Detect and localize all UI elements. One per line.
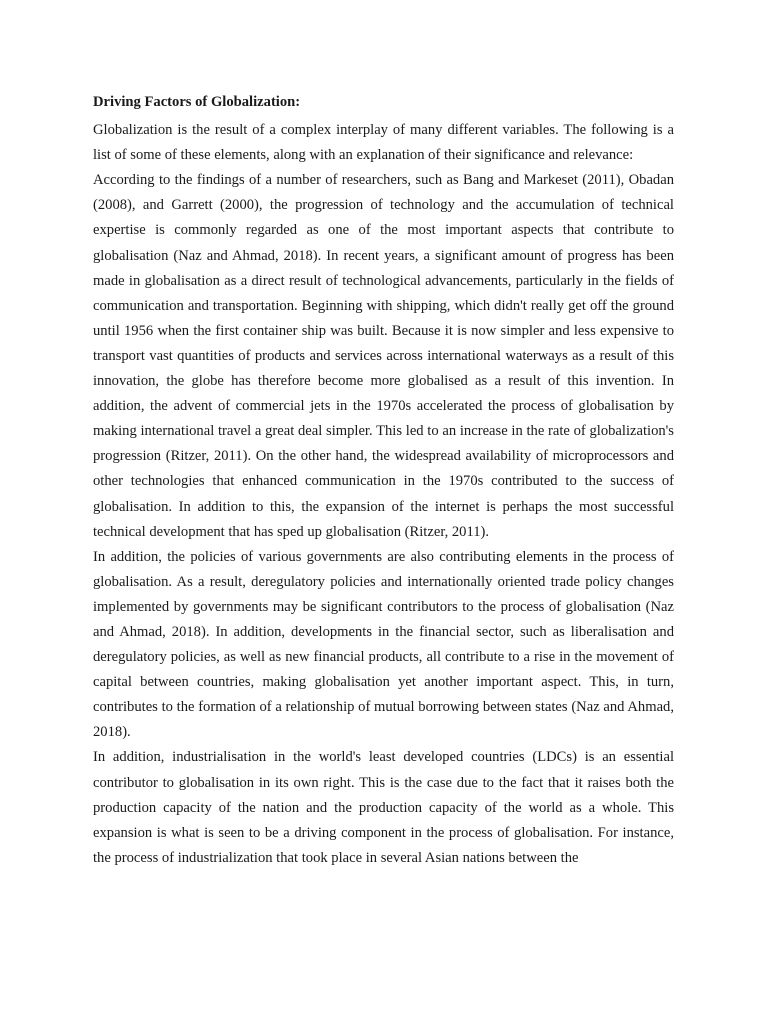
- document-body: [93, 90, 674, 871]
- section-heading: Driving Factors of Globalization:: [93, 94, 301, 110]
- paragraph-industrialisation: In addition, industrialisation in the world's least developed countries (LDCs) is an essential contributor to globalisation in its own right. This is the case due to the fact that it raises both the production capacity of the nation and the production capacity of the world as a whole. This expansion is what is seen to be a driving component in the process of globalisation. For instance, the process of industrialization that took place in several Asian nations between the: [93, 749, 674, 866]
- paragraph-government-policies: In addition, the policies of various governments are also contributing elements in the process of globalisation. As a result, deregulatory policies and internationally oriented trade policy changes implemented by governments may be significant contributors to the process of globalisation (Naz and Ahmad, 2018). In addition, developments in the financial sector, such as liberalisation and deregulatory policies, as well as new financial products, all contribute to a rise in the movement of capital between countries, making globalisation yet another important aspect. This, in turn, contributes to the formation of a relationship of mutual borrowing between states (Naz and Ahmad, 2018).: [93, 548, 674, 741]
- paragraph-technology: According to the findings of a number of researchers, such as Bang and Markeset (2011), Obadan (2008), and Garrett (2000), the progression of technology and the accumulation of technical expertise is commonly regarded as one of the most important aspects that contribute to globalisation (Naz and Ahmad, 2018). In recent years, a significant amount of progress has been made in globalisation as a direct result of technological advancements, particularly in the fields of communication and transportation. Beginning with shipping, which didn't really get off the ground until 1956 when the first container ship was built. Because it is now simpler and less expensive to transport vast quantities of products and services across international waterways as a result of this innovation, the globe has therefore become more globalised as a result of this invention. In addition, the advent of commercial jets in the 1970s accelerated the process of globalisation by making international travel a great deal simpler. This led to an increase in the rate of globalization's progression (Ritzer, 2011). On the other hand, the widespread availability of microprocessors and other technologies that enhanced communication in the 1970s contributed to the success of globalisation. In addition to this, the expansion of the internet is perhaps the most successful technical development that has sped up globalisation (Ritzer, 2011).: [93, 172, 674, 540]
- paragraph-intro: Globalization is the result of a complex interplay of many different variables. The following is a list of some of these elements, along with an explanation of their significance and relevance:: [93, 122, 674, 164]
